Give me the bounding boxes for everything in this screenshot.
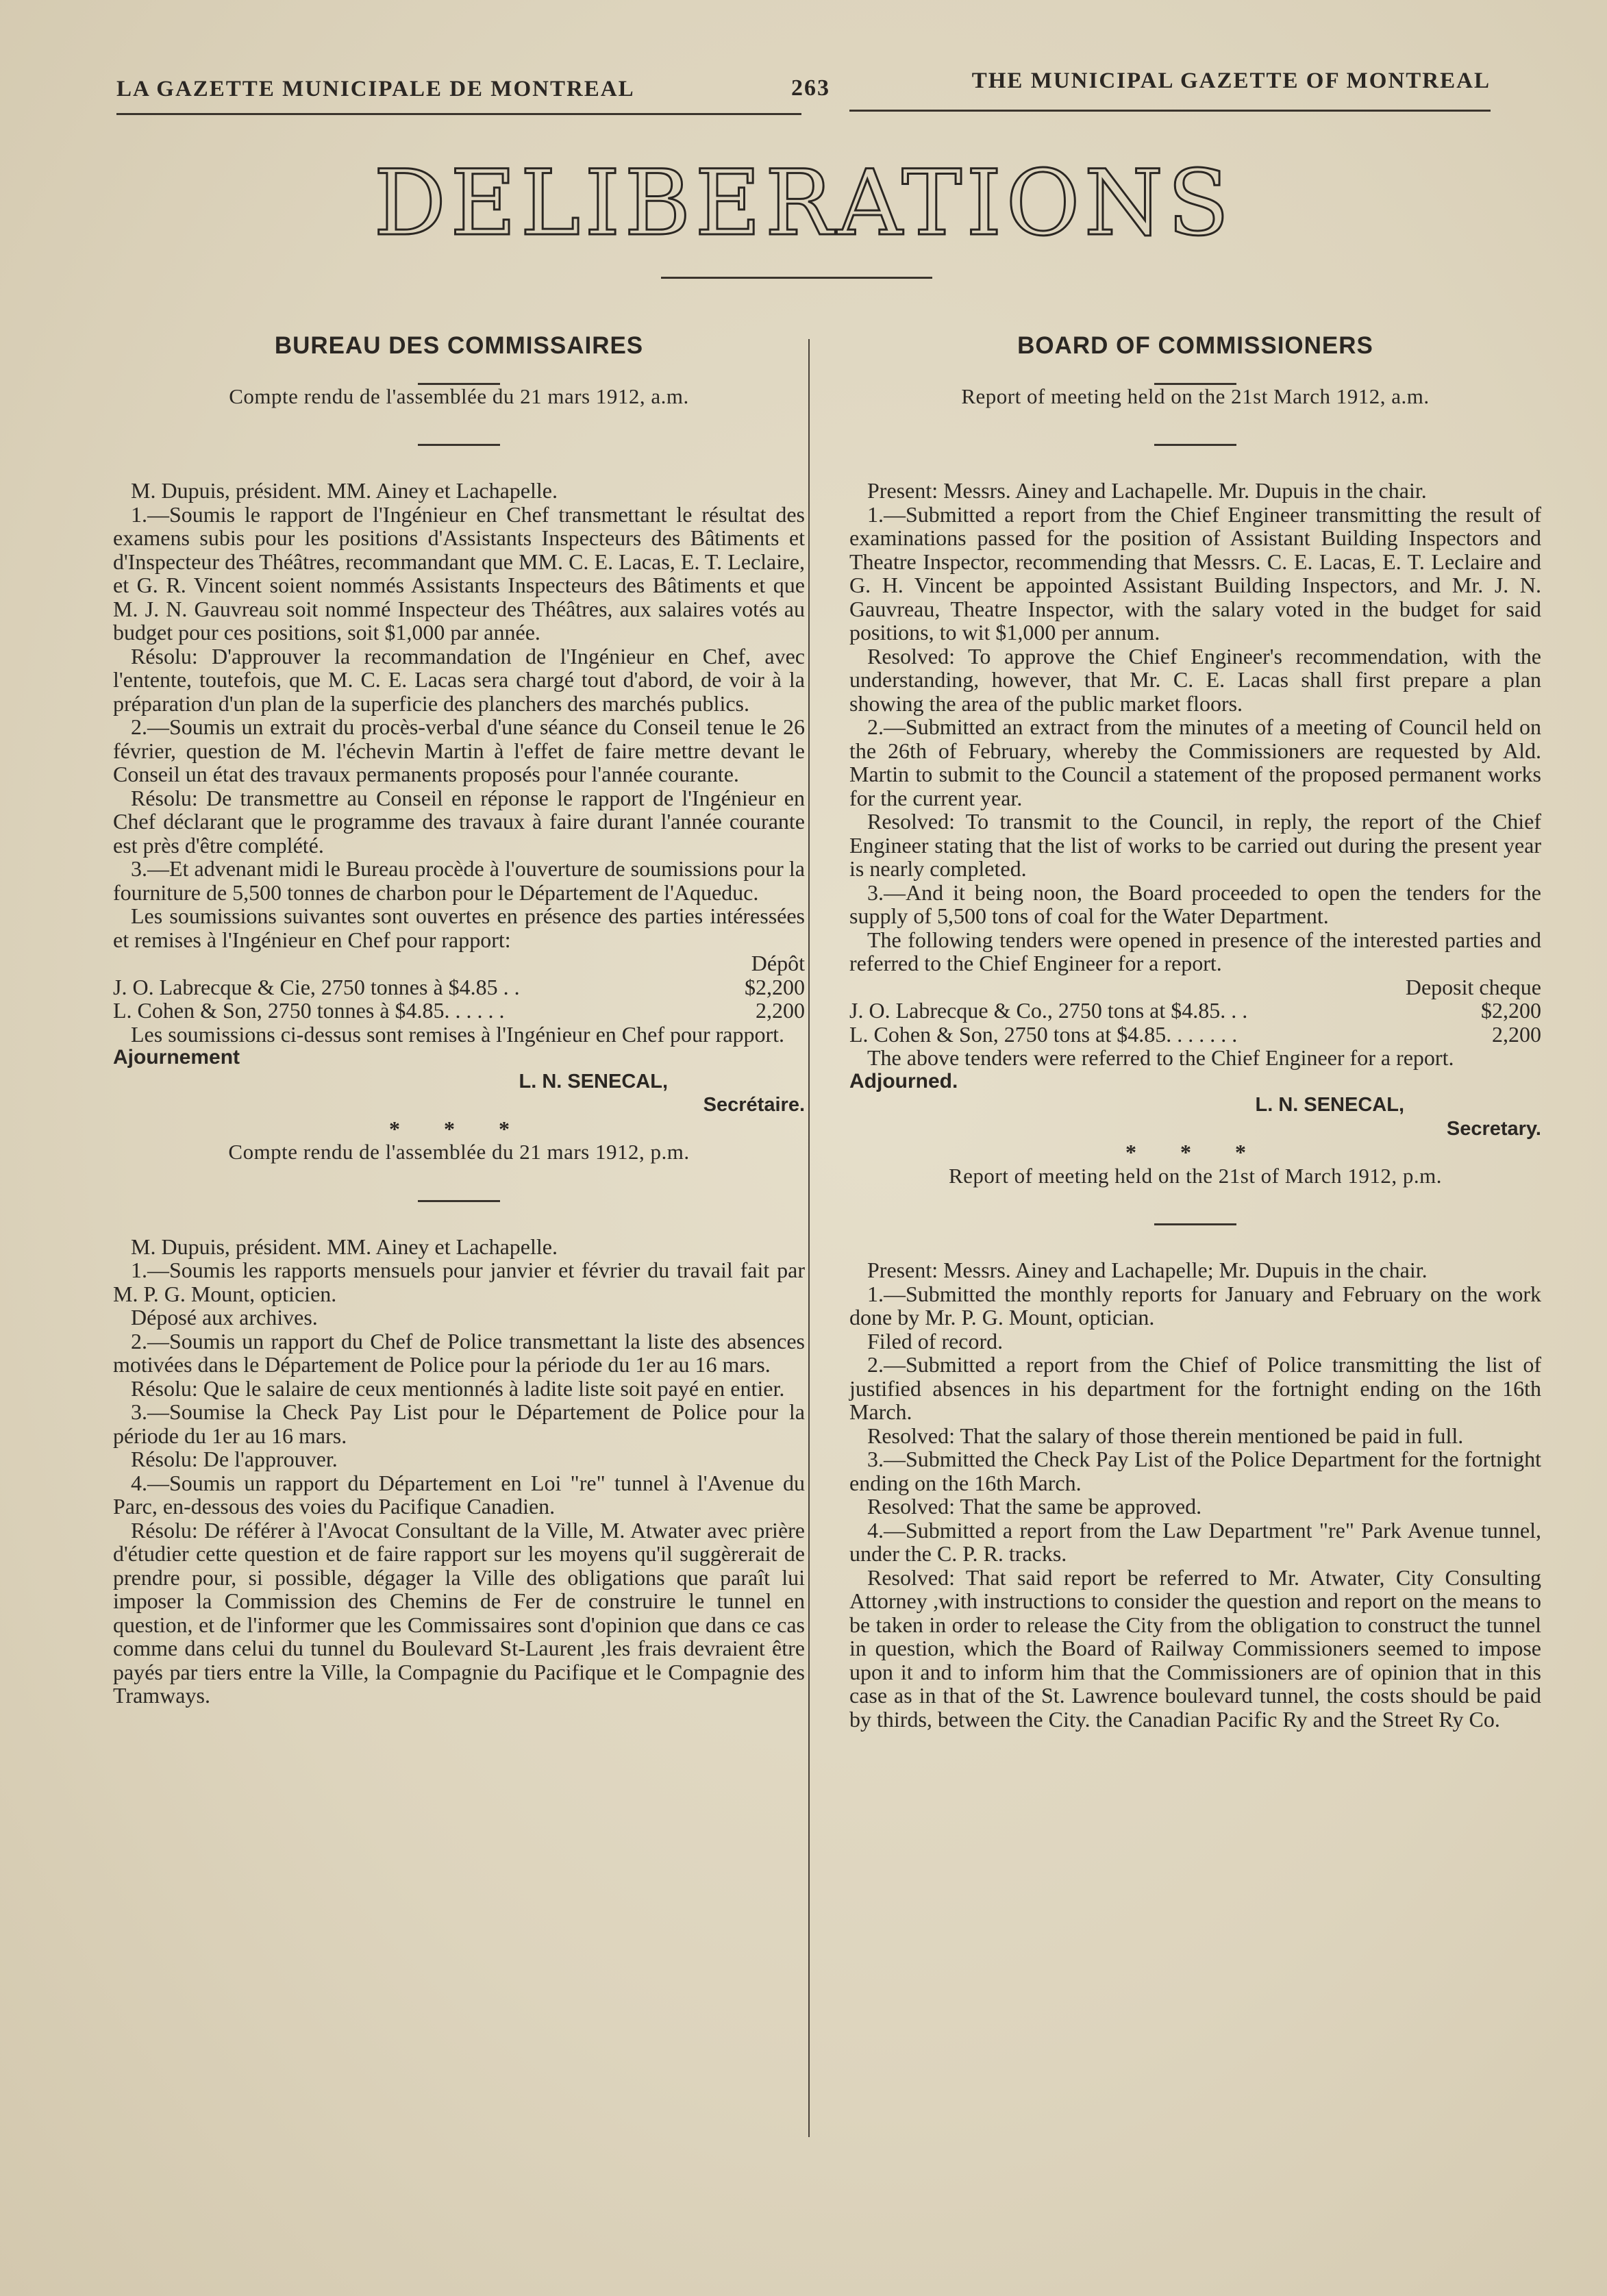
tender-name: J. O. Labrecque & Co., 2750 tons at $4.85. . . <box>849 998 1248 1023</box>
french-pm-item-2: 2.—Soumis un rapport du Chef de Police transmettant la liste des absences motivées dans le Département de Police pour la période du 1er au 16 mars. <box>113 1328 805 1377</box>
rule <box>1154 444 1236 446</box>
french-adjourned: Ajournement <box>113 1046 240 1069</box>
french-heading: BUREAU DES COMMISSAIRES <box>274 332 644 359</box>
french-pm-item-3-resolved: Résolu: De l'approuver. <box>131 1447 338 1471</box>
column-divider <box>808 339 810 2137</box>
french-pm-item-2-resolved: Résolu: Que le salaire de ceux mentionnés à ladite liste soit payé en entier. <box>131 1375 785 1401</box>
english-tender-row <box>849 1023 1541 1047</box>
tender-name: J. O. Labrecque & Cie, 2750 tonnes à $4.85 . . <box>113 974 520 999</box>
english-report-pm: Report of meeting held on the 21st of March 1912, p.m. <box>948 1163 1443 1188</box>
french-signature-title: Secrétaire. <box>703 1094 805 1116</box>
french-pm-item-4-resolved: Résolu: De référer à l'Avocat Consultant de la Ville, M. Atwater avec prière d'étudier cette question et de faire rapport sur les moyens qu'il suggèrerait de prendre pour, si possible, dégager la Ville des obligations que paraît lui imposer la Commission des Chemins de Fer de construire le tunnel en question, et de l'informer que les Commissaires sont d'opinion que dans ce cas comme dans celui du tunnel du Boulevard St-Laurent ,les frais devraient être payés par tiers entre la Ville, la Compagnie du Pacifique et le Compagnie des Tramways. <box>113 1517 805 1708</box>
french-report-am: Compte rendu de l'assemblée du 21 mars 1912, a.m. <box>229 384 689 408</box>
tender-amount: $2,200 <box>745 974 805 999</box>
french-deposit-label: Dépôt <box>751 951 805 975</box>
french-item-1: 1.—Soumis le rapport de l'Ingénieur en Chef transmettant le résultat des examens subis pour les positions d'Assistants Inspecteurs des Bâtiments et d'Inspecteur des Théâtres, recommandant que MM. C. E. Lacas, E. T. Leclaire, et G. R. Vincent soient nommés Assistants Inspecteurs des Bâtiments et que M. J. N. Gauvreau soit nommé Inspecteur des Théâtres, aux salaires votés au budget pour ces positions, soit $1,000 par année. <box>113 501 805 645</box>
tender-amount: 2,200 <box>1492 1021 1541 1047</box>
french-item-3-tenders: Les soumissions suivantes sont ouvertes en présence des parties intéressées et remises à l'Ingénieur en Chef pour rapport: <box>113 903 805 952</box>
english-item-3-tenders: The following tenders were opened in presence of the interested parties and referred to the Chief Engineer for a report. <box>849 927 1541 975</box>
section-separator: * * * <box>1125 1140 1265 1164</box>
english-item-3: 3.—And it being noon, the Board proceeded to open the tenders for the supply of 5,500 tons of coal for the Water Department. <box>849 879 1541 928</box>
english-report-am: Report of meeting held on the 21st March 1912, a.m. <box>961 384 1430 408</box>
french-tender-row <box>113 999 805 1023</box>
english-tender-row <box>849 999 1541 1023</box>
header-english-title: THE MUNICIPAL GAZETTE OF MONTREAL <box>971 68 1491 93</box>
english-column <box>849 334 1541 1731</box>
english-pm-item-1: 1.—Submitted the monthly reports for January and February on the work done by Mr. P. G. Mount, optician. <box>849 1281 1541 1330</box>
french-signature: L. N. SENECAL, <box>519 1070 668 1093</box>
english-item-1-resolved: Resolved: To approve the Chief Engineer's recommendation, with the understanding, however, that Mr. C. E. Lacas shall first prepare a plan showing the area of the public market floors. <box>849 643 1541 716</box>
french-present-am: M. Dupuis, président. MM. Ainey et Lachapelle. <box>131 478 558 503</box>
french-item-1-resolved: Résolu: D'approuver la recommandation de l'Ingénieur en Chef, avec l'entente, toutefois, que M. C. E. Lacas sera chargé tout d'abord, de voir à la préparation d'un plan de la superficie des planchers des marchés publics. <box>113 643 805 716</box>
english-item-2: 2.—Submitted an extract from the minutes of a meeting of Council held on the 26th of February, whereby the Commissioners are requested by Ald. Martin to submit to the Council a statement of the proposed permanent works for the current year. <box>849 714 1541 810</box>
french-pm-item-4: 4.—Soumis un rapport du Département en Loi "re" tunnel à l'Avenue du Parc, en-dessous des voies du Pacifique Canadien. <box>113 1470 805 1519</box>
section-separator: * * * <box>389 1116 529 1141</box>
english-pm-item-4: 4.—Submitted a report from the Law Department "re" Park Avenue tunnel, under the C. P. R. tracks. <box>849 1517 1541 1566</box>
english-pm-item-2: 2.—Submitted a report from the Chief of Police transmitting the list of justified absences in his department for the fortnight ending on the 16th March. <box>849 1352 1541 1424</box>
english-item-2-resolved: Resolved: To transmit to the Council, in reply, the report of the Chief Engineer stating that the list of works to be carried out during the present year is nearly completed. <box>849 809 1541 881</box>
header-rule-left <box>116 113 801 115</box>
english-pm-item-1-filed: Filed of record. <box>867 1328 1004 1353</box>
english-deposit-label: Deposit cheque <box>1405 974 1541 999</box>
french-tender-row <box>113 975 805 999</box>
english-pm-item-3-resolved: Resolved: That the same be approved. <box>867 1494 1202 1519</box>
english-signature: L. N. SENECAL, <box>1255 1094 1404 1116</box>
masthead-rule <box>661 277 932 279</box>
rule <box>1154 1223 1236 1225</box>
english-signature-title: Secretary. <box>1446 1117 1541 1140</box>
english-pm-item-4-resolved: Resolved: That said report be referred to Mr. Atwater, City Consulting Attorney ,with instructions to consider the question and report on the means to be taken in order to release the City from the obligation to construct the tunnel in question, which the Board of Railway Commissioners seemed to impose upon it and to inform him that the Commissioners are of opinion that in this case as in that of the St. Lawrence boulevard tunnel, the costs should be paid by thirds, between the City. the Canadian Pacific Ry and the Street Ry Co. <box>849 1564 1541 1732</box>
english-pm-item-3: 3.—Submitted the Check Pay List of the Police Department for the fortnight ending on the 16th March. <box>849 1447 1541 1495</box>
running-head <box>116 63 1491 104</box>
rule <box>418 444 500 446</box>
french-report-pm: Compte rendu de l'assemblée du 21 mars 1912, p.m. <box>228 1140 690 1164</box>
tender-name: L. Cohen & Son, 2750 tonnes à $4.85. . . . . . <box>113 998 505 1023</box>
page-number: 263 <box>791 75 830 101</box>
english-pm-item-2-resolved: Resolved: That the salary of those therein mentioned be paid in full. <box>867 1423 1464 1448</box>
tender-amount: $2,200 <box>1481 998 1541 1023</box>
rule <box>418 1200 500 1202</box>
french-present-pm: M. Dupuis, président. MM. Ainey et Lachapelle. <box>131 1234 558 1259</box>
header-rule-right <box>849 110 1491 112</box>
tender-amount: 2,200 <box>756 998 805 1023</box>
header-french-title: LA GAZETTE MUNICIPALE DE MONTREAL <box>116 77 635 101</box>
english-item-1: 1.—Submitted a report from the Chief Engineer transmitting the result of examinations passed for the position of Assistant Building Inspectors and Theatre Inspector, recommending that Messrs. C. E. Lacas, E. T. Leclaire and G. H. Vincent be appointed Assistant Building Inspectors, and Mr. J. N. Gauvreau, Theatre Inspector, with the salary voted in the budget for said positions, to wit $1,000 per annum. <box>849 501 1541 645</box>
english-present-pm: Present: Messrs. Ainey and Lachapelle; Mr. Dupuis in the chair. <box>867 1258 1428 1282</box>
french-pm-item-1: 1.—Soumis les rapports mensuels pour janvier et février du travail fait par M. P. G. Mount, opticien. <box>113 1258 805 1306</box>
french-item-3: 3.—Et advenant midi le Bureau procède à l'ouverture de soumissions pour la fourniture de 5,500 tonnes de charbon pour le Département de l'Aqueduc. <box>113 856 805 905</box>
english-adjourned: Adjourned. <box>849 1069 958 1093</box>
english-heading: BOARD OF COMMISSIONERS <box>1017 332 1373 359</box>
tender-name: L. Cohen & Son, 2750 tons at $4.85. . . . . . . <box>849 1021 1238 1047</box>
french-pm-item-3: 3.—Soumise la Check Pay List pour le Département de Police pour la période du 1er au 16 mars. <box>113 1399 805 1448</box>
french-pm-item-1-filed: Déposé aux archives. <box>131 1305 318 1330</box>
french-item-2-resolved: Résolu: De transmettre au Conseil en réponse le rapport de l'Ingénieur en Chef déclarant que le programme des travaux à faire durant l'année courante est près d'être complété. <box>113 785 805 858</box>
french-tenders-referred: Les soumissions ci-dessus sont remises à l'Ingénieur en Chef pour rapport. <box>131 1021 785 1047</box>
english-tenders-referred: The above tenders were referred to the Chief Engineer for a report. <box>867 1045 1454 1070</box>
english-present-am: Present: Messrs. Ainey and Lachapelle. Mr. Dupuis in the chair. <box>867 478 1427 503</box>
french-item-2: 2.—Soumis un extrait du procès-verbal d'une séance du Conseil tenue le 26 février, question de M. l'échevin Martin à l'effet de faire mettre devant le Conseil un état des travaux permanents proposés pour l'année courante. <box>113 714 805 786</box>
french-column <box>113 334 805 1708</box>
masthead-title: DELIBERATIONS <box>373 151 1234 256</box>
